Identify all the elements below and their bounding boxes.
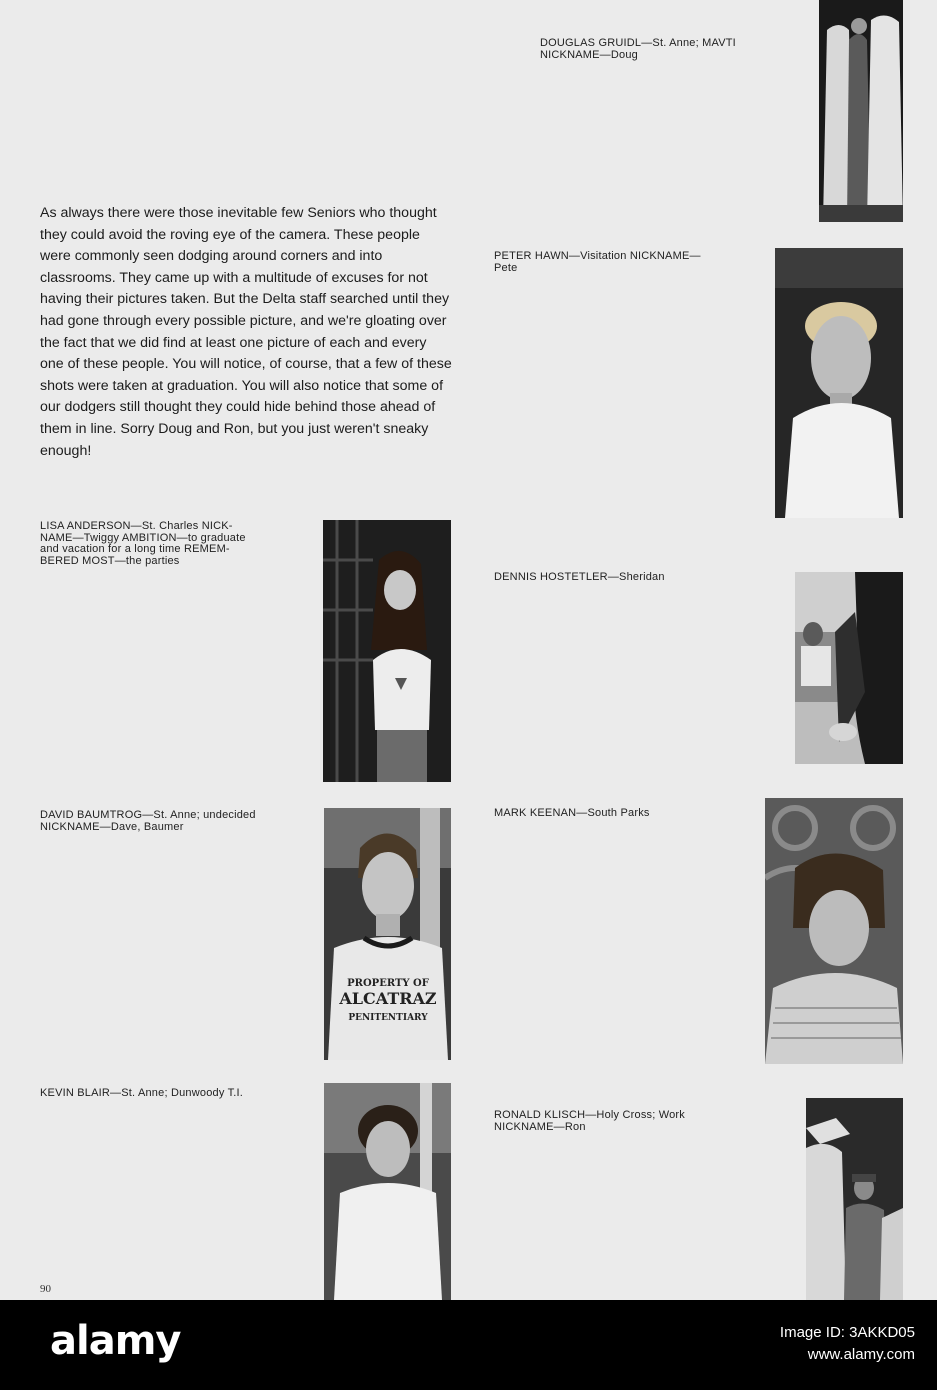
photo-david-baumtrog xyxy=(324,808,451,1060)
site-url: www.alamy.com xyxy=(807,1346,915,1363)
image-id: Image ID: 3AKKD05 xyxy=(779,1324,915,1341)
page-number: 90 xyxy=(40,1283,51,1295)
photo-kevin-blair xyxy=(324,1083,451,1300)
caption-mark-keenan: MARK KEENAN—South Parks xyxy=(494,807,650,819)
caption-kevin-blair: KEVIN BLAIR—St. Anne; Dunwoody T.I. xyxy=(40,1087,244,1099)
photo-peter-hawn xyxy=(775,248,903,518)
caption-david-baumtrog: DAVID BAUMTROG—St. Anne; undecided NICKNAME—Dave, Baumer xyxy=(40,809,256,833)
shirt-text-line3: PENITENTIARY xyxy=(348,1013,428,1023)
intro-paragraph: As always there were those inevitable few Seniors who thought they could avoid the roving eye of the camera. These people were commonly seen dodging around corners and into classrooms. They came up with a multitude of excuses for not having their pictures taken. But the Delta staff searched until they had gone through every possible picture, and we're gloating over the fact that we did find at least one picture of each and every one of these people. You will notice, of course, that a few of these shots were taken at graduation. You will also notice that some of our dodgers still thought they could hide behind those ahead of them in line. Sorry Doug and Ron, but you just weren't sneaky enough! xyxy=(40,205,452,459)
shirt-text-line2: ALCATRAZ xyxy=(339,989,437,1008)
shirt-text-line1: PROPERTY OF xyxy=(347,978,429,989)
photo-mark-keenan xyxy=(765,798,903,1064)
photo-lisa-anderson xyxy=(323,520,451,782)
caption-ronald-klisch: RONALD KLISCH—Holy Cross; Work NICKNAME—Ron xyxy=(494,1109,685,1133)
photo-dennis-hostetler xyxy=(795,572,903,764)
caption-dennis-hostetler: DENNIS HOSTETLER—Sheridan xyxy=(494,571,665,583)
caption-douglas-gruidl: DOUGLAS GRUIDL—St. Anne; MAVTI NICKNAME—Doug xyxy=(540,37,736,61)
photo-douglas-gruidl xyxy=(819,0,903,222)
footer-info xyxy=(780,1322,915,1366)
watermark-footer xyxy=(0,1300,937,1390)
photo-ronald-klisch xyxy=(806,1098,903,1300)
alamy-logo: alamy xyxy=(50,1318,181,1364)
caption-peter-hawn: PETER HAWN—Visitation NICKNAME— Pete xyxy=(494,250,701,274)
caption-lisa-anderson: LISA ANDERSON—St. Charles NICK- NAME—Twiggy AMBITION—to graduate and vacation for a long time REMEM- BERED MOST—the parties xyxy=(40,520,246,567)
